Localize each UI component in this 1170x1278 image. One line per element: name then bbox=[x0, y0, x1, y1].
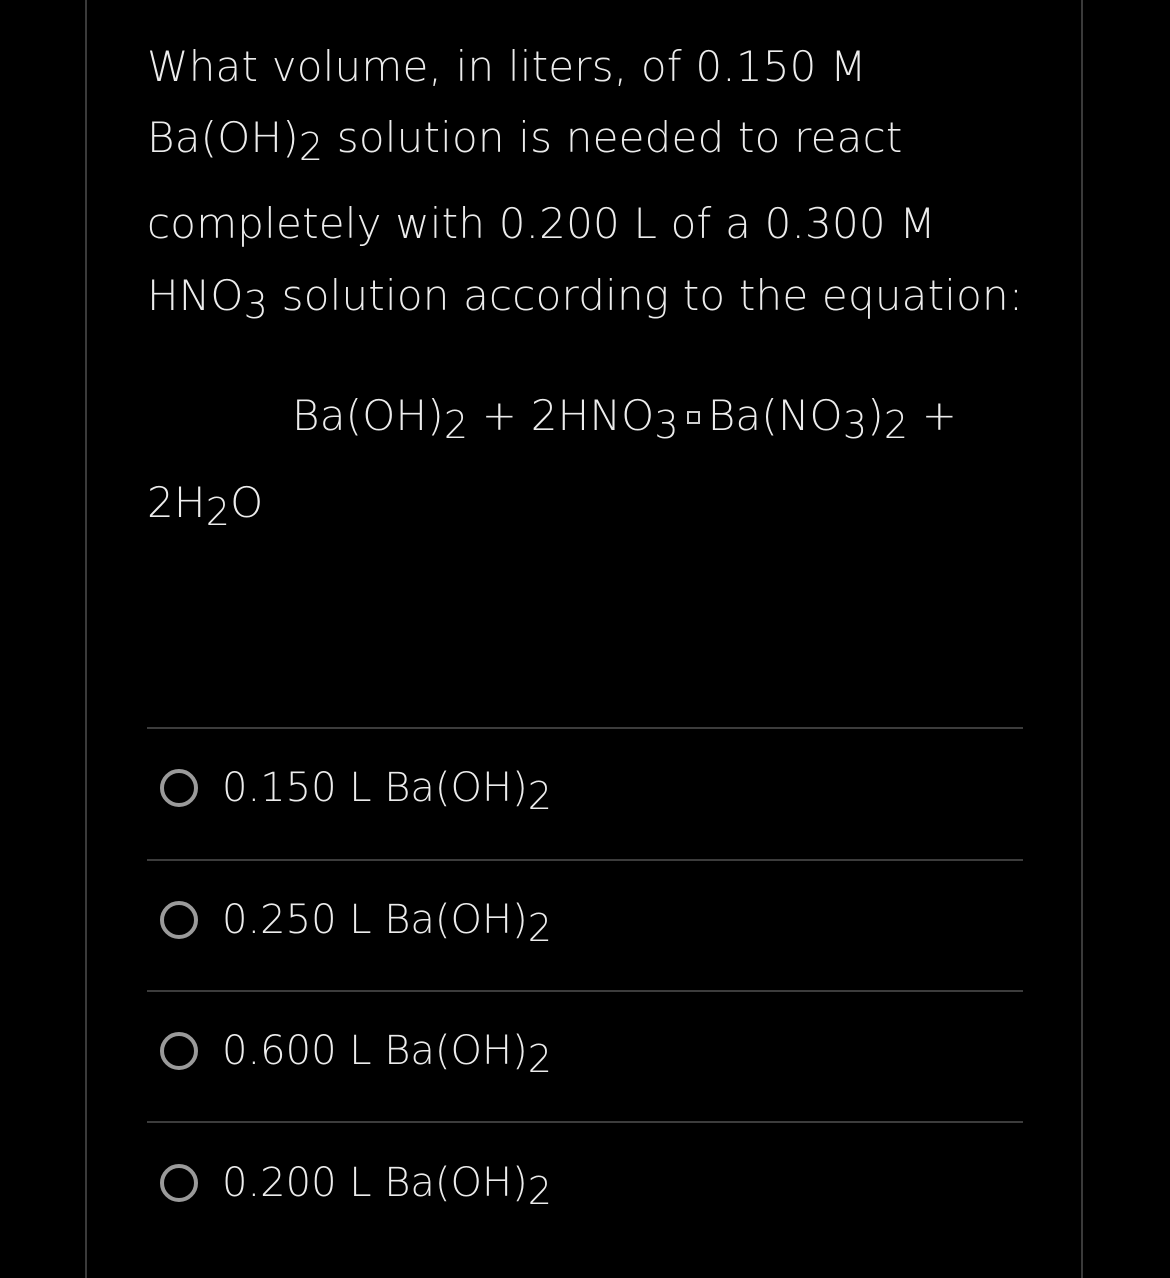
subscript: 2 bbox=[883, 403, 909, 448]
radio-button-icon[interactable] bbox=[160, 901, 198, 939]
divider bbox=[147, 1121, 1023, 1123]
question-text-segment: Ba(OH) bbox=[147, 113, 299, 162]
answer-option-4[interactable] bbox=[160, 1160, 552, 1214]
answer-option-2[interactable] bbox=[160, 897, 552, 951]
equation-line-2 bbox=[147, 478, 264, 535]
equation-segment: Ba(OH) bbox=[292, 391, 444, 440]
question-line-2 bbox=[147, 113, 903, 170]
divider bbox=[147, 990, 1023, 992]
answer-option-label bbox=[222, 765, 552, 819]
equation-segment: O bbox=[230, 478, 264, 527]
subscript: 2 bbox=[527, 1169, 552, 1214]
subscript: 3 bbox=[654, 403, 679, 448]
subscript: 2 bbox=[527, 1037, 552, 1082]
answer-option-label bbox=[222, 1028, 552, 1082]
equation-line-1 bbox=[292, 391, 958, 448]
option-text: 0.200 L Ba(OH) bbox=[222, 1160, 528, 1206]
subscript: 2 bbox=[205, 490, 231, 535]
subscript: 3 bbox=[243, 283, 269, 328]
subscript: 2 bbox=[443, 403, 469, 448]
radio-button-icon[interactable] bbox=[160, 1032, 198, 1070]
question-line-1: What volume, in liters, of 0.150 M bbox=[147, 42, 867, 91]
equation-segment: ) bbox=[867, 391, 884, 440]
subscript: 3 bbox=[842, 403, 868, 448]
subscript: 2 bbox=[298, 125, 324, 170]
divider bbox=[147, 727, 1023, 729]
subscript: 2 bbox=[527, 774, 552, 819]
answer-option-3[interactable] bbox=[160, 1028, 552, 1082]
answer-option-label bbox=[222, 897, 552, 951]
question-text-segment: solution is needed to react bbox=[323, 113, 903, 162]
question-text-segment: HNO bbox=[147, 271, 244, 320]
question-line-3: completely with 0.200 L of a 0.300 M bbox=[147, 199, 936, 248]
question-panel bbox=[85, 0, 1083, 1278]
option-text: 0.250 L Ba(OH) bbox=[222, 897, 528, 943]
radio-button-icon[interactable] bbox=[160, 769, 198, 807]
answer-option-label bbox=[222, 1160, 552, 1214]
equation-segment: Ba(NO bbox=[707, 391, 843, 440]
answer-option-1[interactable] bbox=[160, 765, 552, 819]
question-text-segment: solution according to the equation: bbox=[268, 271, 1024, 320]
divider bbox=[147, 859, 1023, 861]
equation-segment: 2H bbox=[147, 478, 206, 527]
option-text: 0.600 L Ba(OH) bbox=[222, 1028, 528, 1074]
equation-segment: + 2HNO bbox=[468, 391, 655, 440]
question-line-4 bbox=[147, 271, 1024, 328]
radio-button-icon[interactable] bbox=[160, 1164, 198, 1202]
missing-arrow-glyph-icon bbox=[687, 411, 700, 424]
equation-segment: + bbox=[908, 391, 958, 440]
option-text: 0.150 L Ba(OH) bbox=[222, 765, 528, 811]
subscript: 2 bbox=[527, 906, 552, 951]
